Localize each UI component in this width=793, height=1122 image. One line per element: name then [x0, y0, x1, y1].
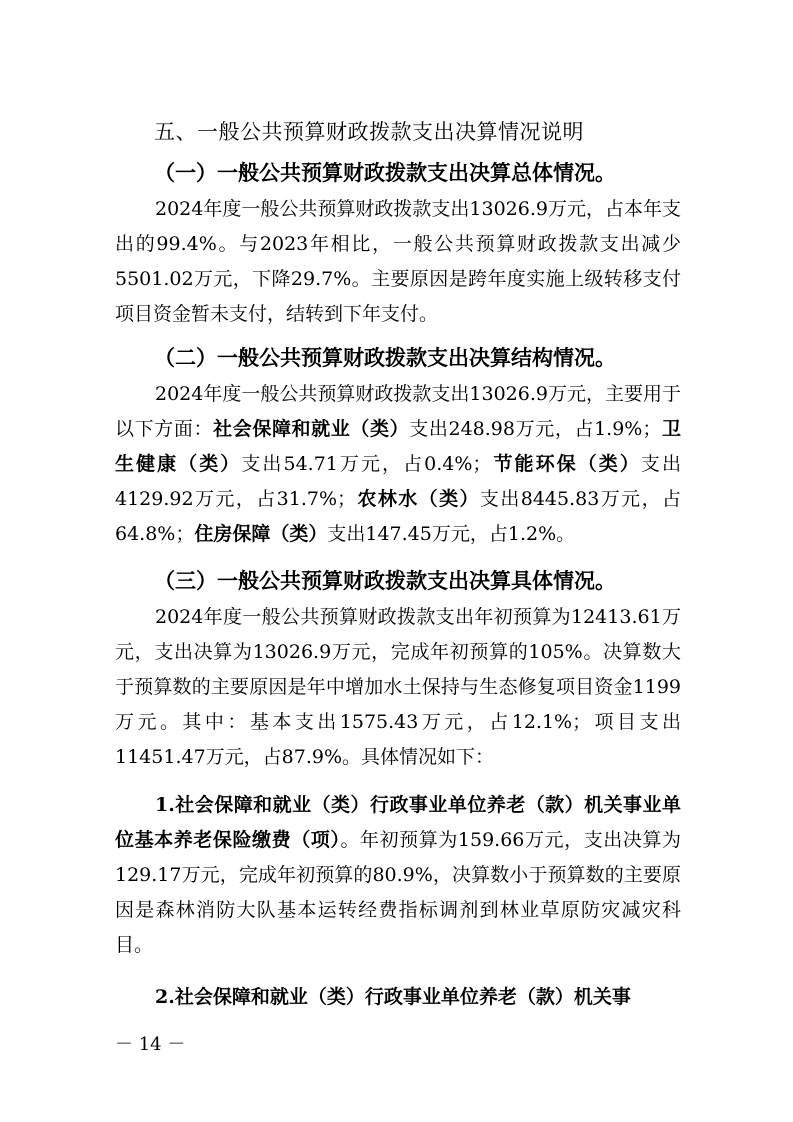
- part2-item-2-detail: 支出4129.92万元，占31.7%；: [115, 453, 681, 510]
- section-title: 五、一般公共预算财政拨款支出决算情况说明: [154, 120, 584, 144]
- detail-item-1-text: 。年初预算为159.66万元，支出决算为129.17万元，完成年初预算的80.9%，决算数小于预算数的主要原因是森林消防大队基本运转经费指标调剂到林业草原防灾减灾科目。: [115, 829, 681, 956]
- detail-item-2: [115, 980, 681, 1015]
- part2-item-2-category: 节能环保（类）: [491, 453, 641, 475]
- part1-text: 2024年度一般公共预算财政拨款支出13026.9万元，占本年支出的99.4%。与2023年相比，一般公共预算财政拨款支出减少5501.02万元，下降29.7%。主要原因是跨年度实施上级转移支付项目资金暂未支付，结转到下年支付。: [115, 198, 681, 325]
- detail-item-2-title: 社会保障和就业（类）行政事业单位养老（款）机关事: [174, 986, 631, 1008]
- page-number: － 14 －: [115, 1034, 186, 1055]
- part2-item-4-category: 住房保障（类）: [194, 523, 328, 545]
- part2-item-0-category: 社会保障和就业（类）: [213, 418, 410, 440]
- part2-item-1-detail: 支出54.71万元，占0.4%；: [241, 453, 492, 475]
- part2-paragraph: [115, 377, 681, 552]
- part2-item-4-detail: 支出147.45万元，占1.2%。: [327, 523, 576, 545]
- detail-item-2-number: 2.: [155, 986, 175, 1008]
- part3-text: 2024年度一般公共预算财政拨款支出年初预算为12413.61万元，支出决算为13026.9万元，完成年初预算的105%。决算数大于预算数的主要原因是年中增加水土保持与生态修复项目资金1199万元。其中：基本支出1575.43万元，占12.1%；项目支出11451.47万元，占87.9%。具体情况如下：: [115, 606, 681, 768]
- part1-paragraph: [115, 192, 681, 332]
- detail-item-1-title: 社会保障和就业（类）行政事业单位养老（款）机关事业单位基本养老保险缴费（项）: [115, 794, 681, 851]
- part2-item-3-detail: 支出8445.83万元，占64.8%；: [115, 488, 681, 545]
- part3-heading: （三）一般公共预算财政拨款支出决算具体情况。: [154, 568, 616, 593]
- part2-intro: 2024年度一般公共预算财政拨款支出13026.9万元，主要用于以下方面：: [115, 383, 681, 440]
- part2-item-1-category: 卫生健康（类）: [115, 418, 681, 475]
- detail-item-1: [115, 788, 681, 963]
- part2-item-3-category: 农林水（类）: [356, 488, 480, 510]
- detail-item-1-number: 1.: [155, 794, 175, 816]
- part2-heading: （二）一般公共预算财政拨款支出决算结构情况。: [154, 345, 616, 370]
- part1-heading: （一）一般公共预算财政拨款支出决算总体情况。: [154, 160, 616, 185]
- part3-paragraph: [115, 600, 681, 775]
- part2-item-0-detail: 支出248.98万元，占1.9%；: [409, 418, 662, 440]
